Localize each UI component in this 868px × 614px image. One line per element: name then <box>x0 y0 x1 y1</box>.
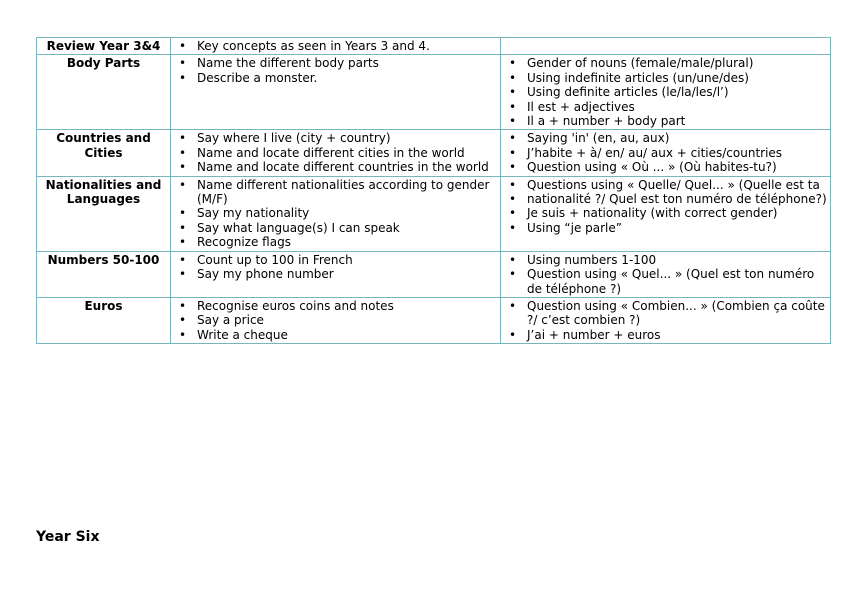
objectives-cell <box>171 55 501 130</box>
objectives-cell <box>171 38 501 55</box>
list-item: • Question using « Où ... » (Où habites-tu?) <box>503 160 828 174</box>
grammar-cell <box>501 130 831 176</box>
list-item: • Using “je parle” <box>503 221 828 235</box>
list-item: • Recognise euros coins and notes <box>173 299 498 313</box>
list-item: • Say a price <box>173 313 498 327</box>
table-row <box>37 176 831 251</box>
objectives-list <box>173 299 498 342</box>
list-item: • Recognize flags <box>173 235 498 249</box>
table-row <box>37 38 831 55</box>
list-item: • Using numbers 1-100 <box>503 253 828 267</box>
objectives-list <box>173 253 498 282</box>
list-item: • Say what language(s) I can speak <box>173 221 498 235</box>
list-item: • Key concepts as seen in Years 3 and 4. <box>173 39 498 53</box>
grammar-cell <box>501 251 831 297</box>
list-item: • Questions using « Quelle/ Quel... » (Quelle est ta <box>503 178 828 192</box>
grammar-list <box>503 131 828 174</box>
table-row <box>37 55 831 130</box>
curriculum-table <box>36 37 831 344</box>
list-item: • Using definite articles (le/la/les/l’) <box>503 85 828 99</box>
topic-cell: Review Year 3&4 <box>37 38 171 55</box>
list-item: • J’habite + à/ en/ au/ aux + cities/countries <box>503 146 828 160</box>
grammar-list <box>503 299 828 342</box>
year-six-heading: Year Six <box>36 529 100 545</box>
list-item: • nationalité ?/ Quel est ton numéro de téléphone?) <box>503 192 828 206</box>
list-item: • Name the different body parts <box>173 56 498 70</box>
list-item: • Using indefinite articles (un/une/des) <box>503 71 828 85</box>
list-item: • Say my phone number <box>173 267 498 281</box>
grammar-list <box>503 56 828 128</box>
list-item: • Il a + number + body part <box>503 114 828 128</box>
topic-cell: Nationalities and Languages <box>37 176 171 251</box>
list-item: • Saying 'in' (en, au, aux) <box>503 131 828 145</box>
topic-cell: Numbers 50-100 <box>37 251 171 297</box>
curriculum-table-body <box>37 38 831 344</box>
table-row <box>37 130 831 176</box>
grammar-cell <box>501 38 831 55</box>
list-item: • Write a cheque <box>173 328 498 342</box>
table-row <box>37 297 831 343</box>
list-item: • Name and locate different cities in the world <box>173 146 498 160</box>
list-item: • Il est + adjectives <box>503 100 828 114</box>
grammar-cell <box>501 297 831 343</box>
list-item: • J’ai + number + euros <box>503 328 828 342</box>
topic-cell: Euros <box>37 297 171 343</box>
grammar-cell <box>501 55 831 130</box>
list-item: • Question using « Combien... » (Combien ça coûte ?/ c’est combien ?) <box>503 299 828 328</box>
objectives-cell <box>171 130 501 176</box>
grammar-list <box>503 178 828 236</box>
list-item: • Gender of nouns (female/male/plural) <box>503 56 828 70</box>
grammar-list <box>503 253 828 296</box>
objectives-cell <box>171 251 501 297</box>
list-item: • Say my nationality <box>173 206 498 220</box>
list-item: • Question using « Quel... » (Quel est ton numéro de téléphone ?) <box>503 267 828 296</box>
topic-cell: Countries and Cities <box>37 130 171 176</box>
list-item: • Count up to 100 in French <box>173 253 498 267</box>
objectives-cell <box>171 176 501 251</box>
table-row <box>37 251 831 297</box>
list-item: • Name and locate different countries in the world <box>173 160 498 174</box>
objectives-list <box>173 39 498 53</box>
objectives-list <box>173 178 498 250</box>
objectives-list <box>173 131 498 174</box>
objectives-list <box>173 56 498 85</box>
list-item: • Name different nationalities according to gender (M/F) <box>173 178 498 207</box>
list-item: • Say where I live (city + country) <box>173 131 498 145</box>
topic-cell: Body Parts <box>37 55 171 130</box>
objectives-cell <box>171 297 501 343</box>
list-item: • Describe a monster. <box>173 71 498 85</box>
list-item: • Je suis + nationality (with correct gender) <box>503 206 828 220</box>
grammar-cell <box>501 176 831 251</box>
